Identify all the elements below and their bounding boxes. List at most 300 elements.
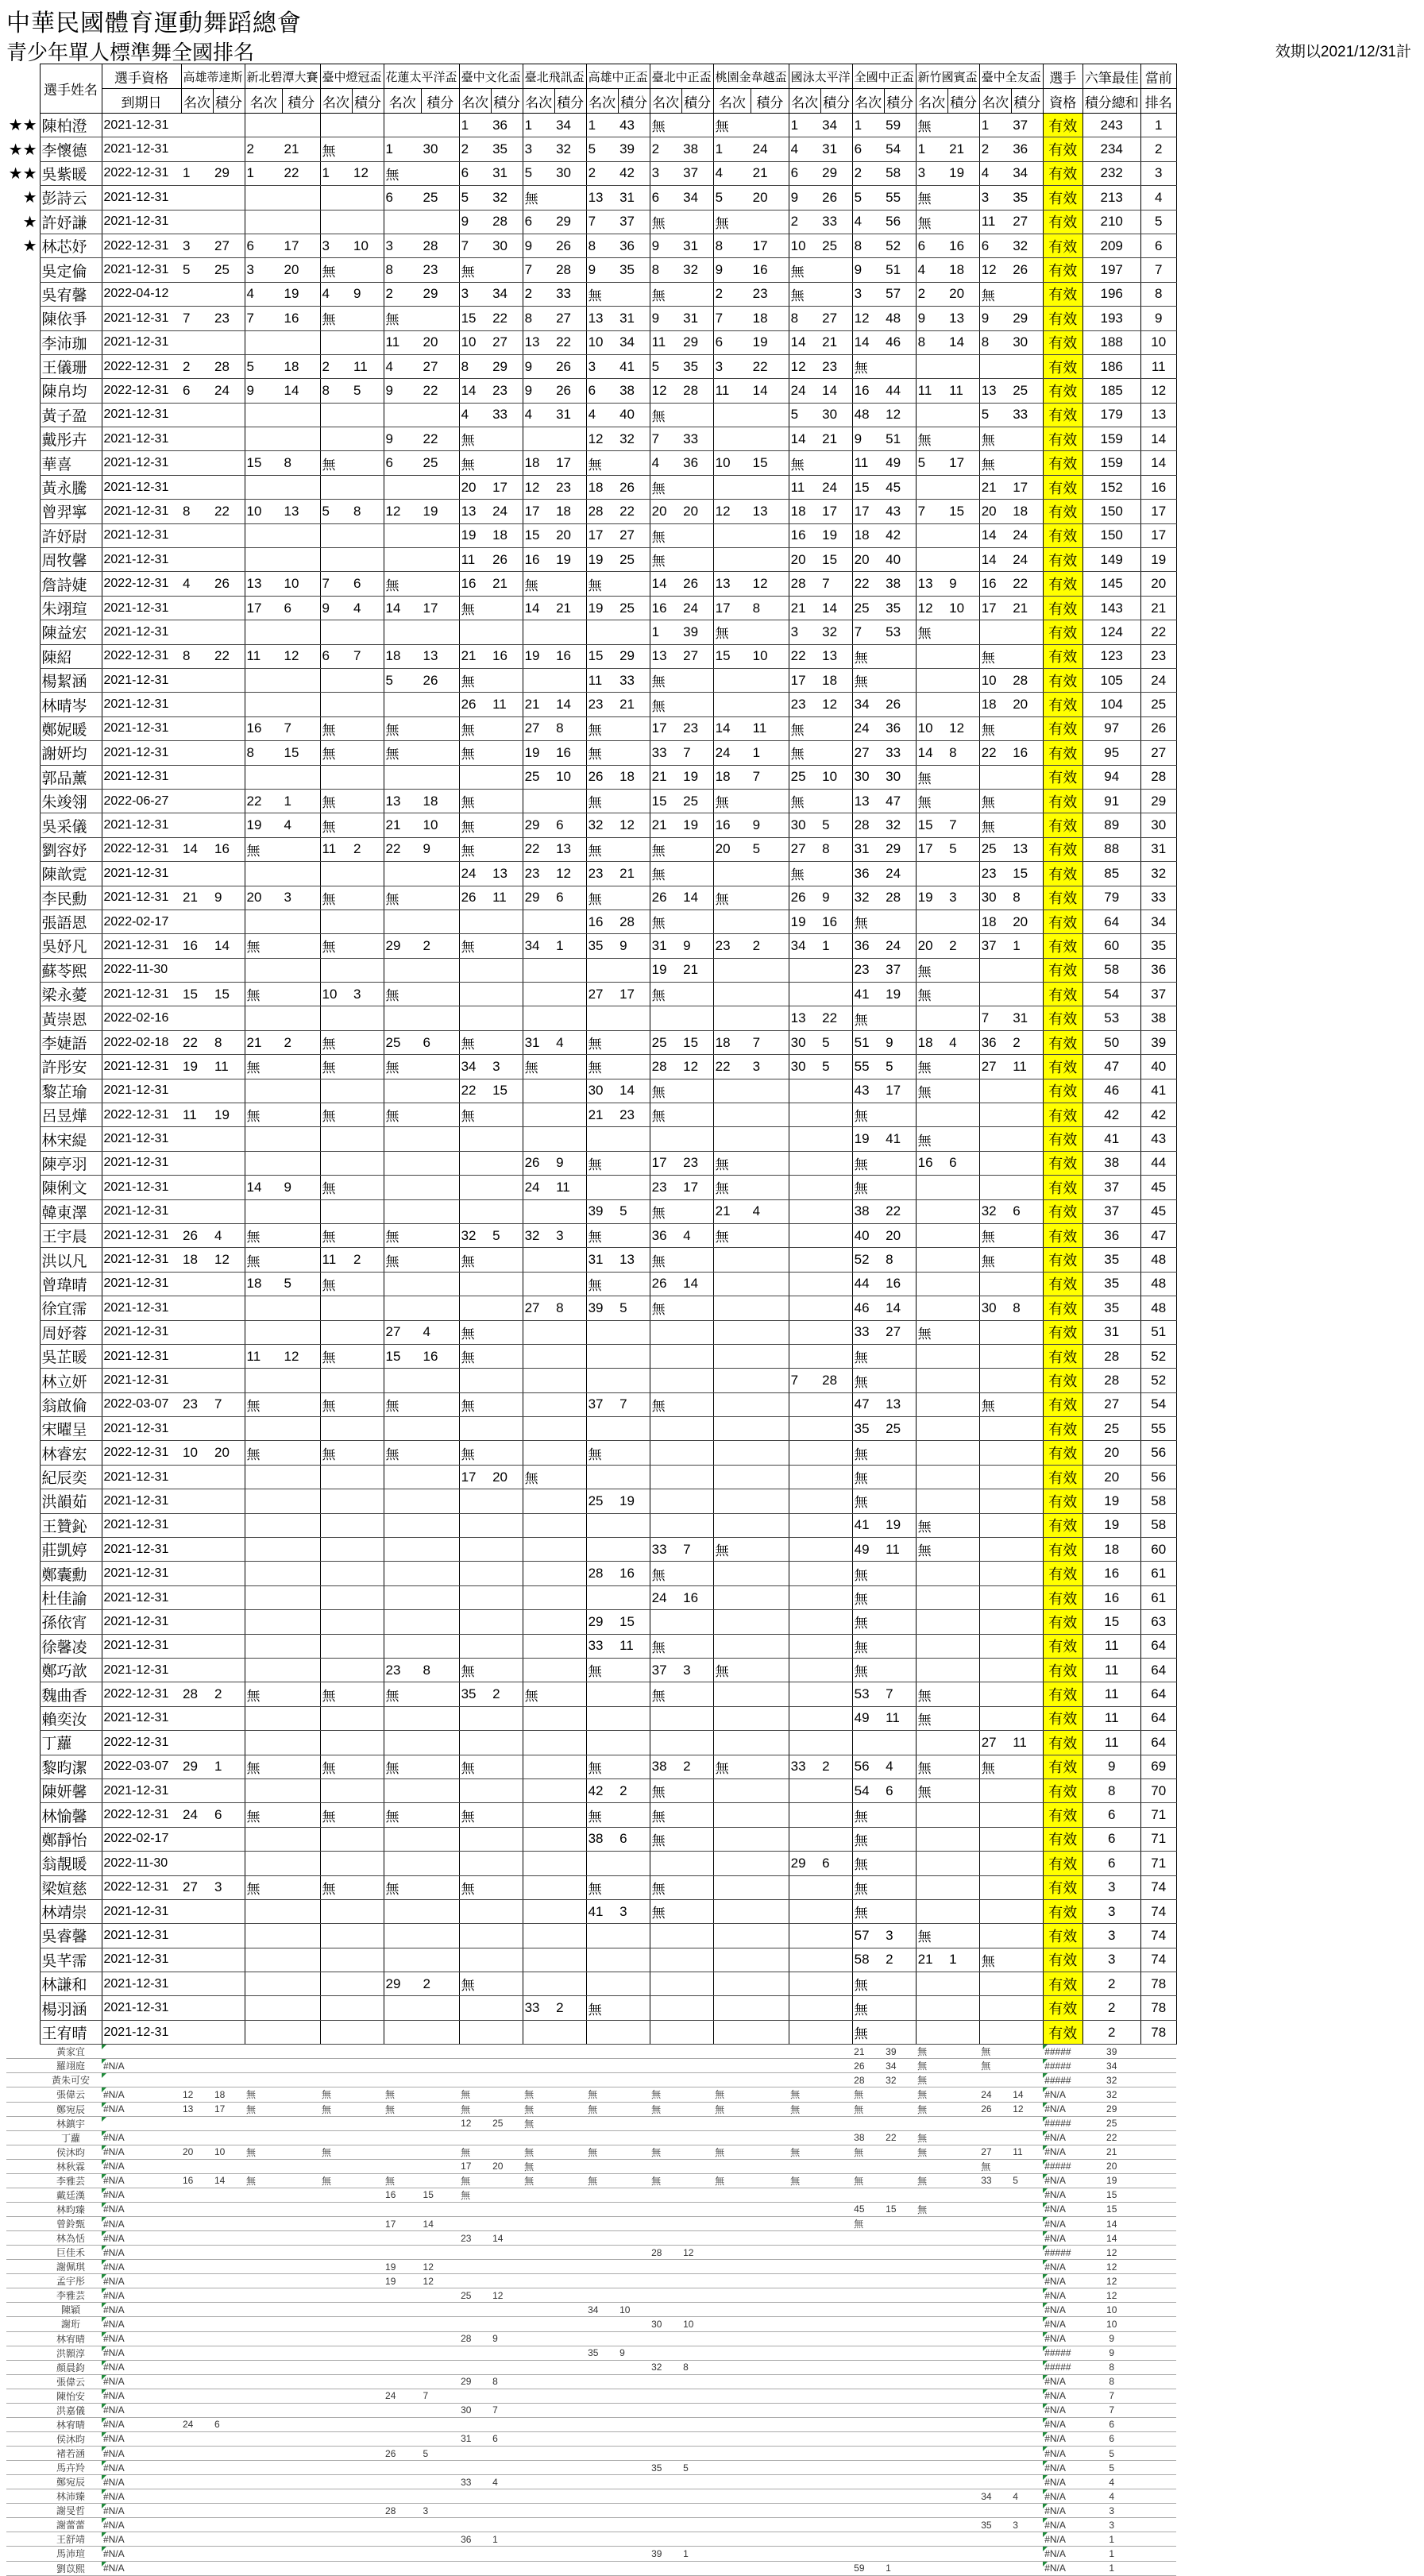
points-cell xyxy=(947,1272,979,1296)
star-rating xyxy=(6,427,40,451)
place-cell xyxy=(713,910,751,933)
points-cell xyxy=(352,2231,384,2246)
points-cell: 23 xyxy=(751,282,789,306)
place-cell: 22 xyxy=(979,741,1011,765)
points-cell xyxy=(213,2288,245,2303)
place-cell xyxy=(523,983,554,1006)
points-cell xyxy=(947,2518,979,2532)
place-cell xyxy=(523,2130,554,2145)
points-cell: 31 xyxy=(491,161,523,185)
current-rank: 71 xyxy=(1140,1803,1176,1827)
place-cell xyxy=(459,2130,491,2145)
place-cell: 無 xyxy=(789,258,820,282)
athlete-name: 劉容妤 xyxy=(40,837,102,861)
points-cell xyxy=(554,1682,586,1706)
place-cell: 19 xyxy=(181,1055,213,1079)
points-cell xyxy=(422,210,460,234)
place-cell: 20 xyxy=(650,500,681,523)
points-cell xyxy=(554,2020,586,2044)
expiry-date: 2022-03-07 xyxy=(102,1755,181,1778)
points-cell xyxy=(947,1778,979,1802)
place-cell xyxy=(181,765,213,789)
points-cell xyxy=(352,1006,384,1030)
points-cell xyxy=(352,1996,384,2020)
athlete-name: 陳亭羽 xyxy=(40,1151,102,1175)
points-cell: 8 xyxy=(820,837,852,861)
points-cell xyxy=(1011,1538,1043,1562)
expiry-date: 2022-12-31 xyxy=(102,161,181,185)
points-cell xyxy=(751,1972,789,1996)
current-rank: 33 xyxy=(1140,886,1176,910)
points-cell: 17 xyxy=(283,234,321,257)
points-cell xyxy=(947,403,979,427)
points-cell: 9 xyxy=(820,886,852,910)
points-cell: 5 xyxy=(820,1030,852,1054)
best-total: 3 xyxy=(1082,1899,1140,1923)
place-cell xyxy=(459,2489,491,2504)
athlete-name: 林謙和 xyxy=(40,1972,102,1996)
points-cell xyxy=(283,1103,321,1127)
place-cell: 10 xyxy=(979,668,1011,692)
place-cell: 無 xyxy=(650,114,681,137)
place-cell xyxy=(523,2431,554,2446)
star-rating xyxy=(6,1199,40,1223)
points-cell xyxy=(681,2102,713,2116)
points-cell xyxy=(554,2489,586,2504)
points-cell xyxy=(681,2116,713,2130)
points-cell: 26 xyxy=(1011,258,1043,282)
place-cell xyxy=(245,2461,283,2475)
points-cell: 9 xyxy=(422,837,460,861)
points-cell xyxy=(947,2173,979,2188)
points-cell xyxy=(491,2145,523,2159)
points-cell xyxy=(491,1320,523,1344)
points-cell xyxy=(751,1924,789,1948)
place-cell xyxy=(320,2116,352,2130)
place-cell: 16 xyxy=(789,523,820,547)
place-cell xyxy=(713,2020,751,2044)
place-cell xyxy=(789,1827,820,1851)
points-cell xyxy=(422,1924,460,1948)
place-cell xyxy=(979,2188,1011,2202)
star-rating xyxy=(6,1151,40,1175)
place-cell: 無 xyxy=(916,2145,947,2159)
place-cell xyxy=(245,958,283,982)
place-cell xyxy=(459,1562,491,1585)
best-total: 20 xyxy=(1082,1465,1140,1489)
athlete-name: 彭詩云 xyxy=(40,186,102,210)
athlete-name: 林沛臻 xyxy=(40,2489,102,2504)
points-cell xyxy=(213,1369,245,1392)
best-total: 15 xyxy=(1082,2188,1140,2202)
points-cell xyxy=(422,2288,460,2303)
athlete-name: 郭品薰 xyxy=(40,765,102,789)
status-badge: 有效 xyxy=(1043,1682,1082,1706)
points-cell: 26 xyxy=(884,693,916,716)
athlete-name: 王贊鈊 xyxy=(40,1513,102,1537)
points-cell xyxy=(884,1006,916,1030)
place-cell xyxy=(979,1899,1011,1923)
place-cell xyxy=(713,1924,751,1948)
place-cell xyxy=(459,2246,491,2260)
athlete-name: 楊絜涵 xyxy=(40,668,102,692)
points-cell xyxy=(283,1899,321,1923)
points-cell xyxy=(554,2547,586,2561)
place-cell xyxy=(181,282,213,306)
points-cell: 14 xyxy=(681,886,713,910)
place-cell: 無 xyxy=(245,1103,283,1127)
current-rank xyxy=(1140,2231,1176,2246)
points-cell: 19 xyxy=(751,330,789,354)
points-cell xyxy=(751,2246,789,2260)
place-cell xyxy=(320,1465,352,1489)
points-cell: 30 xyxy=(884,765,916,789)
points-cell: 6 xyxy=(884,1778,916,1802)
place-cell: 無 xyxy=(523,1465,554,1489)
expiry-date: 2021-12-31 xyxy=(102,210,181,234)
table-row xyxy=(6,2020,1176,2044)
place-cell: 1 xyxy=(650,620,681,644)
expiry-date: 2022-12-31 xyxy=(102,1731,181,1755)
points-cell xyxy=(283,2202,321,2216)
athlete-name: 林立妍 xyxy=(40,1369,102,1392)
place-cell xyxy=(384,2130,422,2145)
points-cell xyxy=(820,2431,852,2446)
place-cell xyxy=(713,523,751,547)
place-cell xyxy=(320,114,352,137)
expiry-date: 2021-12-31 xyxy=(102,500,181,523)
points-cell xyxy=(554,1634,586,1658)
points-cell xyxy=(884,2173,916,2188)
place-cell xyxy=(245,114,283,137)
points-cell xyxy=(422,2331,460,2346)
place-cell xyxy=(384,2059,422,2073)
points-cell xyxy=(422,1223,460,1247)
points-cell xyxy=(618,2260,650,2274)
star-rating xyxy=(6,2331,40,2346)
points-cell xyxy=(422,403,460,427)
place-cell xyxy=(181,741,213,765)
place-cell: 無 xyxy=(789,789,820,813)
points-cell xyxy=(618,2102,650,2116)
place-cell xyxy=(181,2403,213,2417)
points-cell xyxy=(352,137,384,161)
place-cell xyxy=(789,1248,820,1272)
points-cell xyxy=(352,1079,384,1103)
best-total: 12 xyxy=(1082,2274,1140,2288)
place-cell: 13 xyxy=(586,186,618,210)
place-cell xyxy=(713,548,751,572)
table-row xyxy=(6,1924,1176,1948)
points-cell xyxy=(554,2447,586,2461)
place-cell xyxy=(979,354,1011,378)
points-cell xyxy=(1011,2188,1043,2202)
place-cell xyxy=(459,1706,491,1730)
place-cell: 無 xyxy=(459,1803,491,1827)
place-cell xyxy=(523,2403,554,2417)
place-cell xyxy=(320,2489,352,2504)
place-cell xyxy=(320,2547,352,2561)
points-cell: 4 xyxy=(884,1755,916,1778)
place-cell: 無 xyxy=(650,1899,681,1923)
points-cell xyxy=(947,1899,979,1923)
best-total: 152 xyxy=(1082,475,1140,499)
points-cell xyxy=(618,1151,650,1175)
best-total: 94 xyxy=(1082,765,1140,789)
place-cell: 11 xyxy=(789,475,820,499)
place-cell xyxy=(650,1924,681,1948)
athlete-name: 吳妤凡 xyxy=(40,934,102,958)
points-cell xyxy=(751,2303,789,2317)
points-cell xyxy=(491,1538,523,1562)
points-cell: 3 xyxy=(751,1055,789,1079)
place-cell: 無 xyxy=(852,1875,884,1899)
place-cell xyxy=(979,2360,1011,2374)
place-cell xyxy=(459,1778,491,1802)
points-cell xyxy=(554,1924,586,1948)
current-rank: 34 xyxy=(1140,910,1176,933)
place-cell: 19 xyxy=(523,644,554,668)
current-rank: 55 xyxy=(1140,1417,1176,1441)
place-cell: 8 xyxy=(181,500,213,523)
points-cell xyxy=(820,1127,852,1151)
place-cell: 37 xyxy=(650,1659,681,1682)
place-cell: 無 xyxy=(320,1030,352,1054)
points-cell xyxy=(491,427,523,451)
points-cell xyxy=(213,741,245,765)
place-cell: 7 xyxy=(916,500,947,523)
star-rating xyxy=(6,596,40,620)
points-cell xyxy=(283,910,321,933)
points-cell: 26 xyxy=(491,548,523,572)
points-cell xyxy=(491,1972,523,1996)
place-cell: 58 xyxy=(852,1948,884,1972)
table-row xyxy=(6,837,1176,861)
table-row xyxy=(6,1755,1176,1778)
place-cell: 21 xyxy=(459,644,491,668)
points-cell xyxy=(1011,983,1043,1006)
place-cell: 無 xyxy=(320,2145,352,2159)
athlete-name: 賴奕汝 xyxy=(40,1706,102,1730)
place-cell: 42 xyxy=(586,1778,618,1802)
points-cell xyxy=(491,958,523,982)
points-cell xyxy=(352,2059,384,2073)
status-badge: 有效 xyxy=(1043,258,1082,282)
points-cell xyxy=(1011,1803,1043,1827)
place-cell: 30 xyxy=(979,886,1011,910)
points-cell xyxy=(1011,2431,1043,2446)
place-cell: 無 xyxy=(586,886,618,910)
place-cell xyxy=(181,2130,213,2145)
points-cell: 18 xyxy=(422,789,460,813)
place-cell xyxy=(245,1538,283,1562)
place-cell xyxy=(384,1127,422,1151)
place-cell: 無 xyxy=(586,837,618,861)
points-cell xyxy=(422,693,460,716)
best-total: 8 xyxy=(1082,2374,1140,2389)
place-cell xyxy=(245,2188,283,2202)
place-cell xyxy=(789,1731,820,1755)
best-total: 35 xyxy=(1082,1248,1140,1272)
points-cell xyxy=(1011,1899,1043,1923)
current-rank xyxy=(1140,2246,1176,2260)
points-cell: 28 xyxy=(1011,668,1043,692)
place-cell xyxy=(320,1320,352,1344)
place-cell xyxy=(852,2504,884,2518)
place-cell xyxy=(979,1996,1011,2020)
athlete-name: 梁永薆 xyxy=(40,983,102,1006)
points-cell xyxy=(751,523,789,547)
place-cell: 無 xyxy=(384,1441,422,1465)
points-cell: 18 xyxy=(618,765,650,789)
place-cell: 21 xyxy=(586,1103,618,1127)
place-cell xyxy=(384,1176,422,1199)
place-cell xyxy=(979,2547,1011,2561)
place-cell: 無 xyxy=(916,765,947,789)
points-cell xyxy=(283,2274,321,2288)
place-cell xyxy=(384,2020,422,2044)
place-cell xyxy=(181,1127,213,1151)
points-cell xyxy=(422,2532,460,2547)
status-badge: #N/A xyxy=(1043,2303,1082,2317)
place-cell xyxy=(713,2159,751,2173)
place-cell xyxy=(789,1223,820,1247)
points-cell xyxy=(213,1634,245,1658)
points-cell: 2 xyxy=(283,1030,321,1054)
best-total: 232 xyxy=(1082,161,1140,185)
place-cell: 無 xyxy=(459,2087,491,2102)
points-cell xyxy=(352,741,384,765)
points-cell xyxy=(422,1006,460,1030)
place-cell: 無 xyxy=(245,2102,283,2116)
expiry-date: 2021-12-31 xyxy=(102,1248,181,1272)
points-cell: 41 xyxy=(618,354,650,378)
points-cell: 1 xyxy=(947,1948,979,1972)
points-cell xyxy=(283,2532,321,2547)
points-cell xyxy=(352,1320,384,1344)
status-badge: 有效 xyxy=(1043,210,1082,234)
status-badge: #N/A xyxy=(1043,2202,1082,2216)
expiry-date: 2021-12-31 xyxy=(102,693,181,716)
place-cell: 無 xyxy=(852,1465,884,1489)
points-cell: 2 xyxy=(618,1778,650,1802)
points-cell: 19 xyxy=(947,161,979,185)
points-cell xyxy=(884,2547,916,2561)
place-cell xyxy=(320,668,352,692)
best-total: 91 xyxy=(1082,789,1140,813)
status-badge: 有效 xyxy=(1043,983,1082,1006)
star-rating xyxy=(6,1392,40,1416)
status-badge: #N/A xyxy=(1043,2260,1082,2274)
place-cell: 15 xyxy=(586,644,618,668)
place-cell: 12 xyxy=(916,596,947,620)
points-cell: 31 xyxy=(681,307,713,330)
expiry-date: 2022-04-12 xyxy=(102,282,181,306)
table-row xyxy=(6,813,1176,837)
points-cell xyxy=(820,2374,852,2389)
place-cell: 12 xyxy=(384,500,422,523)
expiry-date: #N/A xyxy=(102,2331,181,2346)
place-cell: 4 xyxy=(650,451,681,475)
points-cell xyxy=(213,2317,245,2331)
place-cell xyxy=(245,2130,283,2145)
points-cell xyxy=(618,1585,650,1609)
place-cell: 30 xyxy=(852,765,884,789)
current-rank xyxy=(1140,2417,1176,2431)
points-cell xyxy=(283,1006,321,1030)
points-cell xyxy=(283,1610,321,1634)
place-cell xyxy=(320,1972,352,1996)
points-cell xyxy=(884,2188,916,2202)
points-cell xyxy=(1011,1392,1043,1416)
place-cell xyxy=(523,1755,554,1778)
expiry-date: 2022-12-31 xyxy=(102,1875,181,1899)
points-cell xyxy=(751,2489,789,2504)
place-cell xyxy=(320,2447,352,2461)
points-cell xyxy=(491,1634,523,1658)
points-cell xyxy=(820,1151,852,1175)
place-cell: 29 xyxy=(459,2374,491,2389)
athlete-name: 陳帛均 xyxy=(40,379,102,403)
points-cell xyxy=(1011,1176,1043,1199)
place-cell: 23 xyxy=(789,693,820,716)
place-cell: 無 xyxy=(916,1778,947,1802)
points-cell: 1 xyxy=(1011,934,1043,958)
points-cell xyxy=(283,1417,321,1441)
table-row xyxy=(6,1634,1176,1658)
place-cell: 無 xyxy=(979,2159,1011,2173)
place-cell: 無 xyxy=(650,910,681,933)
place-cell: 18 xyxy=(523,451,554,475)
points-cell: 20 xyxy=(751,186,789,210)
place-cell: 57 xyxy=(852,1924,884,1948)
place-cell xyxy=(320,1585,352,1609)
place-cell xyxy=(320,2389,352,2403)
points-cell xyxy=(681,2288,713,2303)
place-cell xyxy=(245,1610,283,1634)
points-cell: 21 xyxy=(1011,596,1043,620)
status-badge: 有效 xyxy=(1043,1272,1082,1296)
points-cell xyxy=(213,1585,245,1609)
place-cell xyxy=(384,2246,422,2260)
place-cell xyxy=(181,1079,213,1103)
points-cell xyxy=(352,1344,384,1368)
place-cell: 2 xyxy=(384,282,422,306)
place-cell xyxy=(320,2431,352,2446)
points-cell xyxy=(618,741,650,765)
header-place: 名次 xyxy=(650,89,681,114)
star-rating xyxy=(6,1030,40,1054)
place-cell: 無 xyxy=(586,1996,618,2020)
points-cell xyxy=(751,403,789,427)
points-cell xyxy=(681,548,713,572)
place-cell xyxy=(916,2260,947,2274)
place-cell: 23 xyxy=(650,1176,681,1199)
points-cell xyxy=(820,2116,852,2130)
place-cell xyxy=(459,1731,491,1755)
place-cell xyxy=(181,114,213,137)
points-cell: 22 xyxy=(1011,572,1043,596)
header-points: 積分 xyxy=(213,89,245,114)
place-cell: 24 xyxy=(523,1176,554,1199)
points-cell xyxy=(618,2518,650,2532)
place-cell: 18 xyxy=(979,910,1011,933)
points-cell: 2 xyxy=(491,1682,523,1706)
place-cell: 39 xyxy=(586,1296,618,1320)
table-row xyxy=(6,1731,1176,1755)
points-cell xyxy=(283,2374,321,2389)
points-cell xyxy=(751,2073,789,2087)
